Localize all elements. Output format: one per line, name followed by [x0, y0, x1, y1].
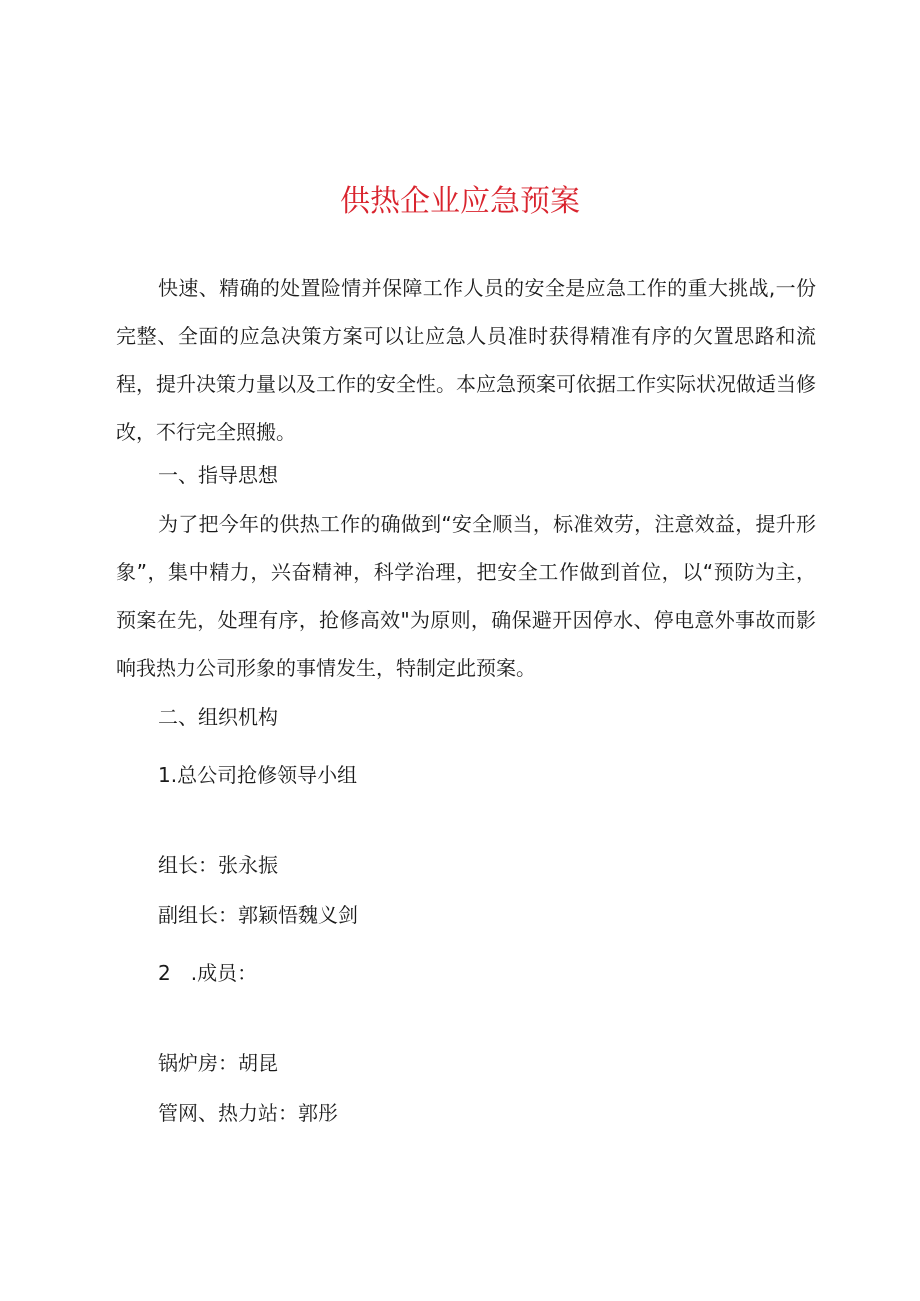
section2-heading: 二、组织机构	[158, 705, 278, 729]
document-title: 供热企业应急预案	[340, 184, 580, 219]
leader-line: 组长：张永振	[158, 853, 278, 877]
item2-heading: 2 .成员：	[158, 961, 258, 985]
section1-paragraph: 为了把今年的供热工作的确做到“安全顺当，标准效劳，注意效益，提升形象”，集中精力，兴奋精神，科学治理，把安全工作做到首位，以“预防为主，预案在先，处理有序，抢修高效"为原则，确保避开因停水、停电意外事故而影响我热力公司形象的事情发生，特制定此预案。	[116, 512, 816, 680]
intro-paragraph: 快速、精确的处置险情并保障工作人员的安全是应急工作的重大挑战,一份完整、全面的应急决策方案可以让应急人员准时获得精准有序的欠置思路和流程，提升决策力量以及工作的安全性。本应急预案可依据工作实际状况做适当修改，不行完全照搬。	[116, 276, 816, 444]
item1-heading: 1.总公司抢修领导小组	[158, 763, 358, 787]
pipe-network-line: 管网、热力站：郭彤	[158, 1101, 338, 1125]
deputy-leader-line: 副组长：郭颖悟魏义剑	[158, 903, 358, 927]
section1-heading: 一、指导思想	[158, 463, 278, 487]
boiler-room-line: 锅炉房：胡昆	[158, 1051, 278, 1075]
